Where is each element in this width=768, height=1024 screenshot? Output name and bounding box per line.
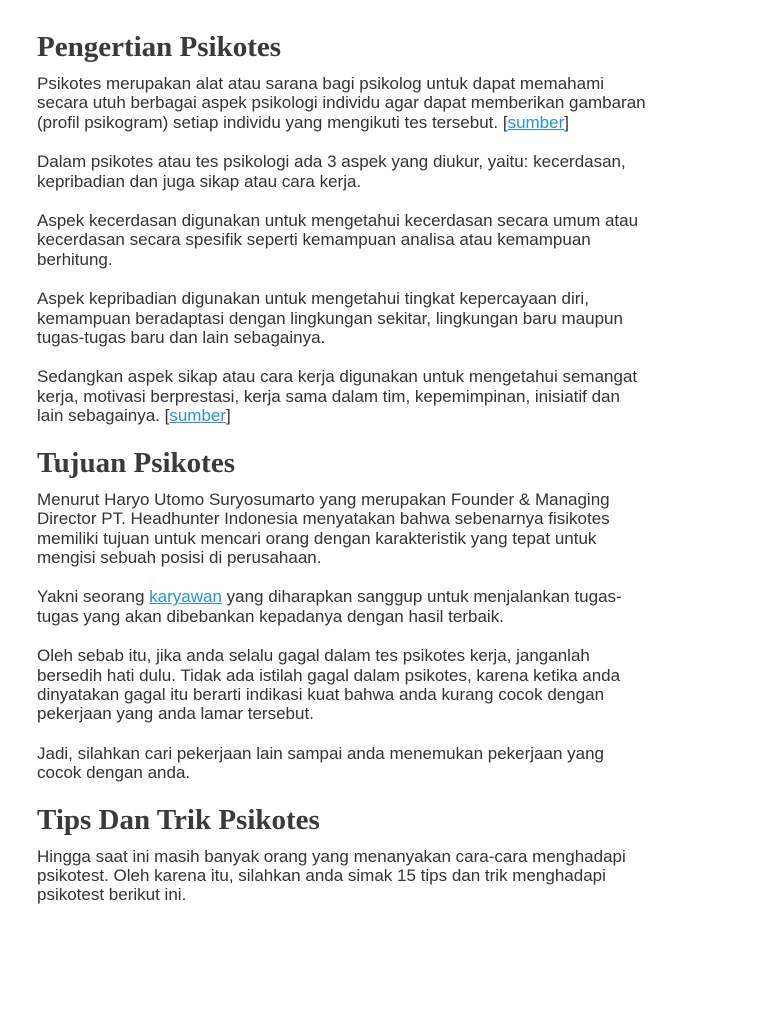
paragraph: Oleh sebab itu, jika anda selalu gagal dalam tes psikotes kerja, janganlah bersedih hati dulu. Tidak ada istilah gagal dalam psikotes, karena ketika anda dinyatakan gagal itu berarti indikasi kuat bahwa anda kurang cocok dengan pekerjaan yang anda lamar tersebut.: [37, 646, 621, 724]
heading-pengertian-psikotes: Pengertian Psikotes: [37, 31, 282, 63]
article-content: [37, 28, 737, 925]
paragraph: Hingga saat ini masih banyak orang yang menanyakan cara-cara menghadapi psikotest. Oleh karena itu, silahkan anda simak 15 tips dan trik menghadapi psikotest berikut ini.: [37, 846, 626, 905]
paragraph: Sedangkan aspek sikap atau cara kerja digunakan untuk mengetahui semangat kerja, motivasi berprestasi, kerja sama dalam tim, kepemimpinan, inisiatif dan lain sebagainya. [sumber]: [37, 367, 638, 426]
section-tips: [37, 801, 737, 905]
heading-tujuan-psikotes: Tujuan Psikotes: [37, 446, 235, 479]
karyawan-link[interactable]: karyawan: [149, 587, 222, 607]
heading-tips-dan-trik: Tips Dan Trik Psikotes: [37, 803, 320, 836]
section-pengertian: [37, 28, 737, 426]
paragraph: Aspek kecerdasan digunakan untuk mengetahui kecerdasan secara umum atau kecerdasan secara spesifik seperti kemampuan analisa atau kemampuan berhitung.: [37, 211, 639, 269]
sumber-link[interactable]: sumber: [169, 406, 227, 426]
paragraph: Menurut Haryo Utomo Suryosumarto yang merupakan Founder & Managing Director PT. Headhunter Indonesia menyatakan bahwa sebenarnya fisikotes memiliki tujuan untuk mencari orang dengan karakteristik yang tepat untuk mengisi sebuah posisi di perusahaan.: [37, 489, 610, 567]
paragraph: Aspek kepribadian digunakan untuk mengetahui tingkat kepercayaan diri, kemampuan beradaptasi dengan lingkungan sekitar, lingkungan baru maupun tugas-tugas baru dan lain sebagainya.: [37, 289, 623, 348]
paragraph: Yakni seorang karyawan yang diharapkan sanggup untuk menjalankan tugas- tugas yang akan dibebankan kepadanya dengan hasil terbaik.: [37, 587, 622, 626]
sumber-link[interactable]: sumber: [507, 112, 565, 132]
paragraph: Dalam psikotes atau tes psikologi ada 3 aspek yang diukur, yaitu: kecerdasan, kepribadian dan juga sikap atau cara kerja.: [37, 152, 626, 191]
paragraph: Psikotes merupakan alat atau sarana bagi psikolog untuk dapat memahami secara utuh berbagai aspek psikologi individu agar dapat memberikan gambaran (profil psikogram) setiap individu yang mengikuti tes tersebut. [sumber]: [37, 74, 646, 132]
section-tujuan: [37, 444, 737, 783]
paragraph: Jadi, silahkan cari pekerjaan lain sampai anda menemukan pekerjaan yang cocok dengan anda.: [37, 743, 605, 783]
